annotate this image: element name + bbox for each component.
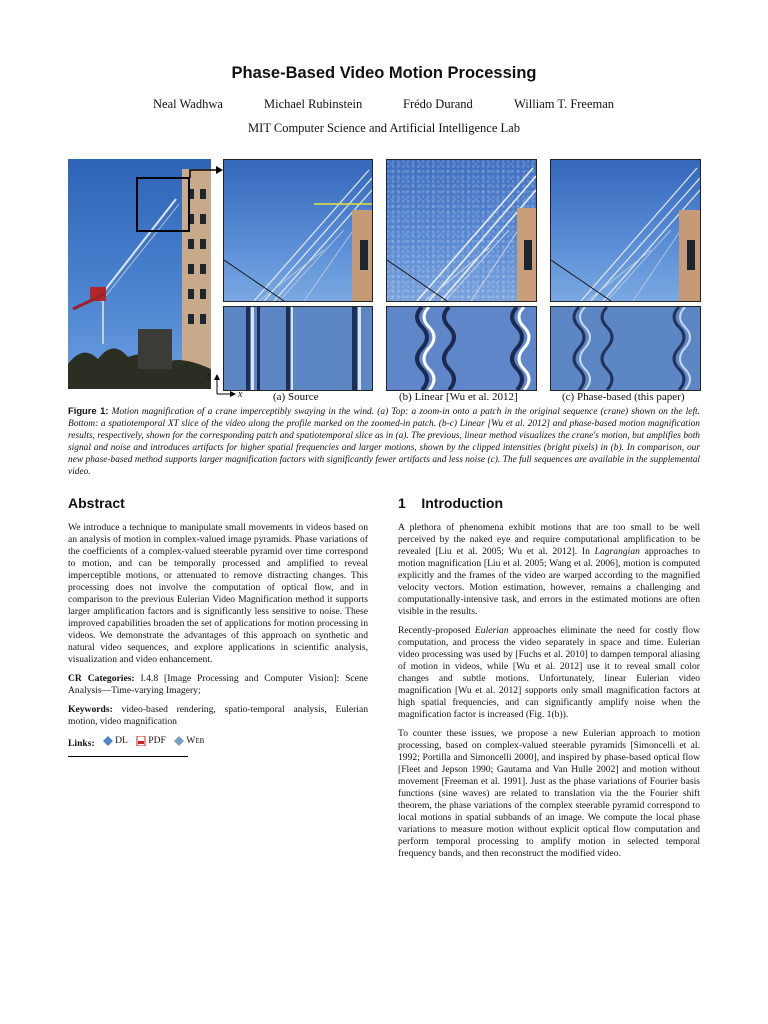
author-name: Neal Wadhwa bbox=[153, 97, 223, 111]
linear-patch bbox=[386, 159, 537, 302]
intro-p1-italic: Lagrangian bbox=[594, 546, 640, 557]
intro-p2-text-a: Recently-proposed bbox=[398, 625, 475, 636]
phase-patch bbox=[550, 159, 701, 302]
keywords-text: video-based rendering, spatio-temporal analysis, Eulerian motion, video magnification bbox=[68, 704, 368, 727]
link-dl[interactable] bbox=[103, 735, 128, 747]
dl-diamond-icon bbox=[103, 736, 113, 746]
pdf-icon bbox=[136, 736, 146, 746]
links-label: Links: bbox=[68, 738, 95, 749]
section-number: 1 bbox=[398, 495, 406, 511]
axis-t-label: t bbox=[207, 371, 210, 382]
source-patch bbox=[223, 159, 373, 302]
web-icon bbox=[174, 736, 184, 746]
introduction-section bbox=[398, 497, 700, 867]
author-name: Frédo Durand bbox=[403, 97, 473, 111]
intro-paragraph-2 bbox=[398, 625, 700, 721]
figure-caption-text: Motion magnification of a crane imperceptibly swaying in the wind. (a) Top: a zoom-in onto a patch in the original sequence (crane) shown on the left. Bottom: a spatiotemporal XT slice of the video along the profile marked on the zoomed-in patch. (b-c) Linear [Wu et al. 2012] and phase-based motion magnification results, respectively, shown for the corresponding patch and spatiotemporal slice as in (a). The previous, linear method visualizes the crane's motion, but amplifies both signal and noise and introduces artifacts for higher spatial frequencies and larger motions, shown by the clipped intensities (bright pixels) in (b). In comparison, our new phase-based method supports larger magnification factors with significantly fewer artifacts and less noise (c). The full sequences are available in the supplemental video. bbox=[68, 407, 701, 477]
subcaption-b: (b) Linear [Wu et al. 2012] bbox=[399, 391, 518, 403]
affiliation: MIT Computer Science and Artificial Intelligence Lab bbox=[248, 121, 520, 135]
figure-label: Figure 1: bbox=[68, 405, 109, 416]
link-pdf-label: PDF bbox=[148, 735, 166, 746]
author-name: William T. Freeman bbox=[514, 97, 615, 111]
intro-p2-italic: Eulerian bbox=[474, 625, 509, 636]
axis-x-label: x bbox=[238, 389, 243, 400]
keywords bbox=[68, 704, 368, 728]
zoom-box bbox=[136, 177, 190, 232]
abstract-section bbox=[68, 497, 368, 757]
figure-caption bbox=[68, 405, 700, 478]
cr-categories bbox=[68, 673, 368, 697]
author-name: Michael Rubinstein bbox=[264, 97, 363, 111]
intro-p1-text-b: approaches to motion magnification [Liu et al. 2005; Wang et al. 2006], motion is computed explicitly and the frames of the video are warped according to the magnified velocity vectors. Motion estimation, however, remains a challenging and computationally-intensive task, and errors in the estimated motions are often visible in the results. bbox=[398, 546, 700, 617]
abstract-heading: Abstract bbox=[68, 495, 125, 511]
cr-label: CR Categories: bbox=[68, 673, 135, 684]
links-row bbox=[68, 735, 368, 750]
abstract-body: We introduce a technique to manipulate small movements in videos based on an analysis of motion in complex-valued image pyramids. Phase variations of the coefficients of a complex-valued steerable pyramid over time correspond to motion, and can be temporally processed and amplified to reveal imperceptible motions, or attenuated to remove distracting changes. This processing does not involve the computation of optical flow, and in comparison to the previous Eulerian Video Magnification method it supports larger amplification factors and is significantly less sensitive to noise. These improved capabilities broaden the set of applications for motion processing in videos. We demonstrate the advantages of this approach on synthetic and natural video sequences, and explore applications in scientific analysis, visualization and video enhancement. bbox=[68, 522, 368, 665]
intro-paragraph-3: To counter these issues, we propose a new Eulerian approach to motion processing, based on complex-valued steerable pyramids [Simoncelli et al. 1992; Portilla and Simoncelli 2000], and inspired by phase-based optical flow [Fleet and Jepson 1990; Gautama and Van Hulle 2002] and motion without movement [Freeman et al. 1991]. Just as the phase variations of Fourier basis functions (sine waves) are related to translation via the the Fourier shift theorem, the phase variations of the complex steerable pyramid correspond to local motions in spatial subbands of an image. We compute the local phase variations to measure motion without explicit optical flow computation and perform temporal processing to amplify motion in selected temporal frequency bands, and then reconstruct the modified video. bbox=[398, 728, 700, 859]
introduction-heading bbox=[398, 497, 700, 509]
subcaption-a: (a) Source bbox=[273, 391, 319, 403]
footnote-rule bbox=[68, 756, 188, 757]
crane-photo bbox=[68, 159, 211, 389]
paper-title: Phase-Based Video Motion Processing bbox=[231, 64, 537, 82]
linear-xt-slice bbox=[386, 306, 537, 391]
intro-p1-text-a: A plethora of phenomena exhibit motions that are too small to be well perceived by the naked eye and require computational amplification to be revealed [Liu et al. 2005; Wu et al. 2012]. In bbox=[398, 522, 700, 557]
link-dl-label: DL bbox=[115, 735, 128, 746]
axis-arrows-icon bbox=[210, 372, 243, 400]
arrow-icon bbox=[188, 160, 228, 190]
phase-xt-slice bbox=[550, 306, 701, 391]
intro-paragraph-1 bbox=[398, 522, 700, 618]
keywords-label: Keywords: bbox=[68, 704, 113, 715]
link-pdf[interactable] bbox=[136, 735, 166, 747]
cr-text: I.4.8 [Image Processing and Computer Vision]: Scene Analysis—Time-varying Imagery; bbox=[68, 673, 368, 696]
link-web-label: Web bbox=[186, 735, 205, 746]
subcaption-c: (c) Phase-based (this paper) bbox=[562, 391, 685, 403]
intro-p2-text-b: approaches eliminate the need for costly flow computation, and process the video separately in space and time. Eulerian video processing was used by [Fuchs et al. 2010] to dampen temporal aliasing of motion in videos, while [Wu et al. 2012] use it to reveal small color changes and subtle motions. Unfortunately, linear Eulerian video magnification [Wu et al. 2012] supports only small magnification factors at high spatial frequencies, and can significantly amplify noise when the magnification factor is increased (Fig. 1(b)). bbox=[398, 625, 700, 720]
link-web[interactable] bbox=[174, 735, 204, 747]
source-xt-slice bbox=[223, 306, 373, 391]
section-title: Introduction bbox=[421, 495, 504, 511]
